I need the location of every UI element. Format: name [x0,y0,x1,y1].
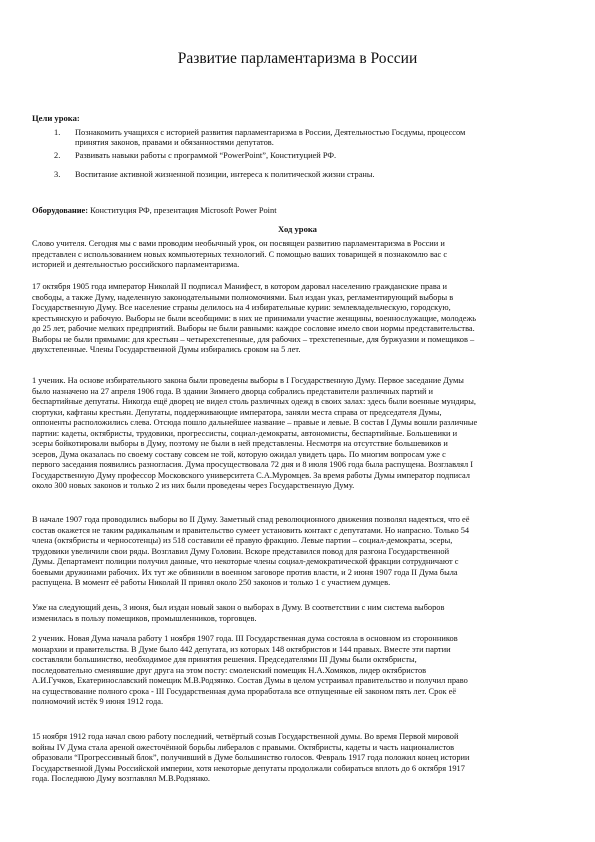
paragraph-second-duma [32,515,564,589]
text-line: эсеры бойкотировали выборы в Думу, поэтому не были в ней представлены. Несмотря на отсутствие большевиков и [32,439,448,448]
text-line: Государственную Думу. Все население страны делилось на 4 избирательные курии: землевладельческую, городскую, [32,303,451,312]
text-line: последовательно сменявшие друг друга на этом посту: смоленский помещик Н.А.Хомяков, лидер октябристов [32,665,427,675]
goals-heading: Цели урока: [32,113,80,123]
text-line: трудовики увеличили свои ряды. Возглавил Думу Головин. Вскоре представился повод для разгона Государственной [32,546,450,556]
text-line: года. Последнюю Думу возглавлял М.В.Родзянко. [32,774,210,783]
document-title: Развитие парламентаризма в России [177,50,418,67]
goal-item [32,128,562,149]
text-line: Выборы не были прямыми: для крестьян – четырехстепенные, для рабочих – трехстепенные, для буржуазии и помещиков – [32,334,475,344]
text-line: на существование полного срока - III Государственная дума проработала все отпущенные ей законом пять лет. Срок её [32,686,457,696]
text-line: свободы, а также Думу, наделенную законодательными полномочиями. Был издан указ, регламентирующий выборы в [32,292,454,302]
paragraph-third-duma [32,634,564,708]
text-line: было назначено на 27 апреля 1906 года. В здании Зимнего дворца собрались представители различных партий и [32,386,434,396]
goals-list [32,128,562,180]
text-line: Государственной Думы Российской империи, хотя некоторые депутаты продолжали собираться вплоть до 6 октября 1917 [32,763,465,773]
text-line: историей и деятельностью российского парламентаризма. [32,260,240,269]
text-line: боевыми дружинами рабочих. Их тут же обвинили в военном заговоре против власти, и 2 июня 1907 года II Дума была [32,567,458,577]
text-line: А.И.Гучков, Екатеринославский помещик М.В.Родзянко. Состав Думы в целом устраивал правительство и получил право [32,676,468,685]
text-line: В начале 1907 года проводились выборы во II Думу. Заметный спад революционного движения позволял надеяться, что её [32,515,470,524]
text-line: оппоненты расположились слева. Отсюда пошло дальнейшее название – правые и левые. В состав I Думы вошли различные [32,418,478,427]
paragraph-first-duma [32,376,564,492]
text-line: монархии и правительства. В Думе было 442 депутата, из которых 148 октябристов и 144 правых. Вместе эти партии [32,644,451,654]
text-line: изменилась в пользу помещиков, промышленников, торговцев. [32,613,257,623]
text-line: 15 ноября 1912 года начал свою работу последний, четвёртый созыв Государственной думы. Во время Первой мировой [32,732,459,741]
text-line: первого заседания появились разногласия. Дума просуществовала 72 дня и 8 июля 1906 года была распущена. Возглавлял I [32,460,474,469]
text-line: эсеров, Дума оказалась по своему составу совсем не той, которую ожидал увидеть царь. По многим вопросам уже с [32,449,446,459]
equipment-line [32,206,562,215]
paragraph-fourth-duma [32,732,564,785]
goal-number: 2. [54,150,61,160]
text-line: распущена. В момент её работы Николай II принял около 250 законов и только 1 с участием думцев. [32,578,391,587]
goal-item [32,151,562,161]
lesson-heading: Ход урока [278,224,317,234]
equipment-label: Оборудование: [32,206,89,215]
text-line: до 25 лет, рабочие мелких предприятий. Выборы не были равными: каждое сословие имело свои нормы представительства. [32,324,475,333]
text-line: представлен с использованием новых компьютерных технологий. С помощью ваших товарищей я познакомлю вас с [32,249,448,259]
text-line: беспартийные депутаты. Никогда ещё дворец не видел столь различных одежд в своих залах: здесь были военные мундиры, [32,397,476,406]
text-line: Слово учителя. Сегодня мы с вами проводим необычный урок, он посвящен развитию парламентаризма в России и [32,239,445,248]
text-line: 17 октября 1905 года император Николай II подписал Манифест, в котором даровал населению гражданские права и [32,282,448,291]
text-line: сюртуки, кафтаны крестьян. Депутаты, поддерживающие императора, заняли места справа от председателя Думы, [32,407,442,417]
text-line: Государственную Думу профессор Московского университета С.А.Муромцев. За время работы Думы император подписал [32,470,470,480]
text-line: составляли большинство, необходимое для принятия решения. Председателями III Думы были октябристы, [32,655,417,664]
paragraph-new-election-law [32,603,564,624]
text-line: партии: кадеты, октябристы, трудовики, прогрессисты, социал-демократы, автономисты, беспартийные. Большевики и [32,428,458,438]
text-line: войны IV Дума стала ареной ожесточённой борьбы либералов с правыми. Октябристы, кадеты и часть националистов [32,742,455,752]
goal-line: Познакомить учащихся с историей развития парламентаризма в России, Деятельностью Госдумы, процессом [75,128,466,137]
text-line: Уже на следующий день, 3 июня, был издан новый закон о выборах в Думу. В соответствии с ним система выборов [32,603,445,612]
equipment-text: Конституция РФ, презентация Microsoft Power Point [88,206,277,215]
goal-number: 1. [54,128,61,137]
text-line: двухстепенные. Члены Государственной Думы избирались сроком на 5 лет. [32,345,301,354]
text-line: крестьянскую и рабочую. Выборы не были всеобщими: в них не принимали участие женщины, военнослужащие, молодежь [32,313,477,323]
goal-line: Развивать навыки работы с программой “PowerPoint”, Конституцией РФ. [75,150,337,160]
goal-line: Воспитание активной жизненной позиции, интереса к политической жизни страны. [75,169,375,179]
text-line: образовали “Прогрессивный блок”, получивший в Думе большинство голосов. Февраль 1917 года положил конец истории [32,753,470,762]
goal-item [32,170,562,180]
text-line: 1 ученик. На основе избирательного закона были проведены выборы в I Государственную Думу. Первое заседание Думы [32,376,464,385]
text-line: состав окажется не таким радикальным и правительство сумеет установить контакт с депутатами. Но напрасно. Только 54 [32,525,470,535]
goal-line: принятия законов, правами и обязанностями депутатов. [75,138,274,148]
goal-number: 3. [54,169,61,179]
text-line: полномочий истёк 9 июня 1912 года. [32,697,164,706]
paragraph-intro [32,239,564,271]
text-line: 2 ученик. Новая Дума начала работу 1 ноября 1907 года. III Государственная дума состояла в основном из сторонников [32,634,458,643]
text-line: члена (октябристы и черносотенцы) из 518 составили её правую фракцию. Левые партии – социал-демократы, эсеры, [32,536,453,545]
text-line: Думы. Департамент полиции получил данные, что некоторые члены социал-демократической фракции сотрудничают с [32,557,459,566]
text-line: около 300 новых законов и только 2 из них были проведены через Государственную Думу. [32,481,355,490]
paragraph-manifesto [32,282,564,356]
